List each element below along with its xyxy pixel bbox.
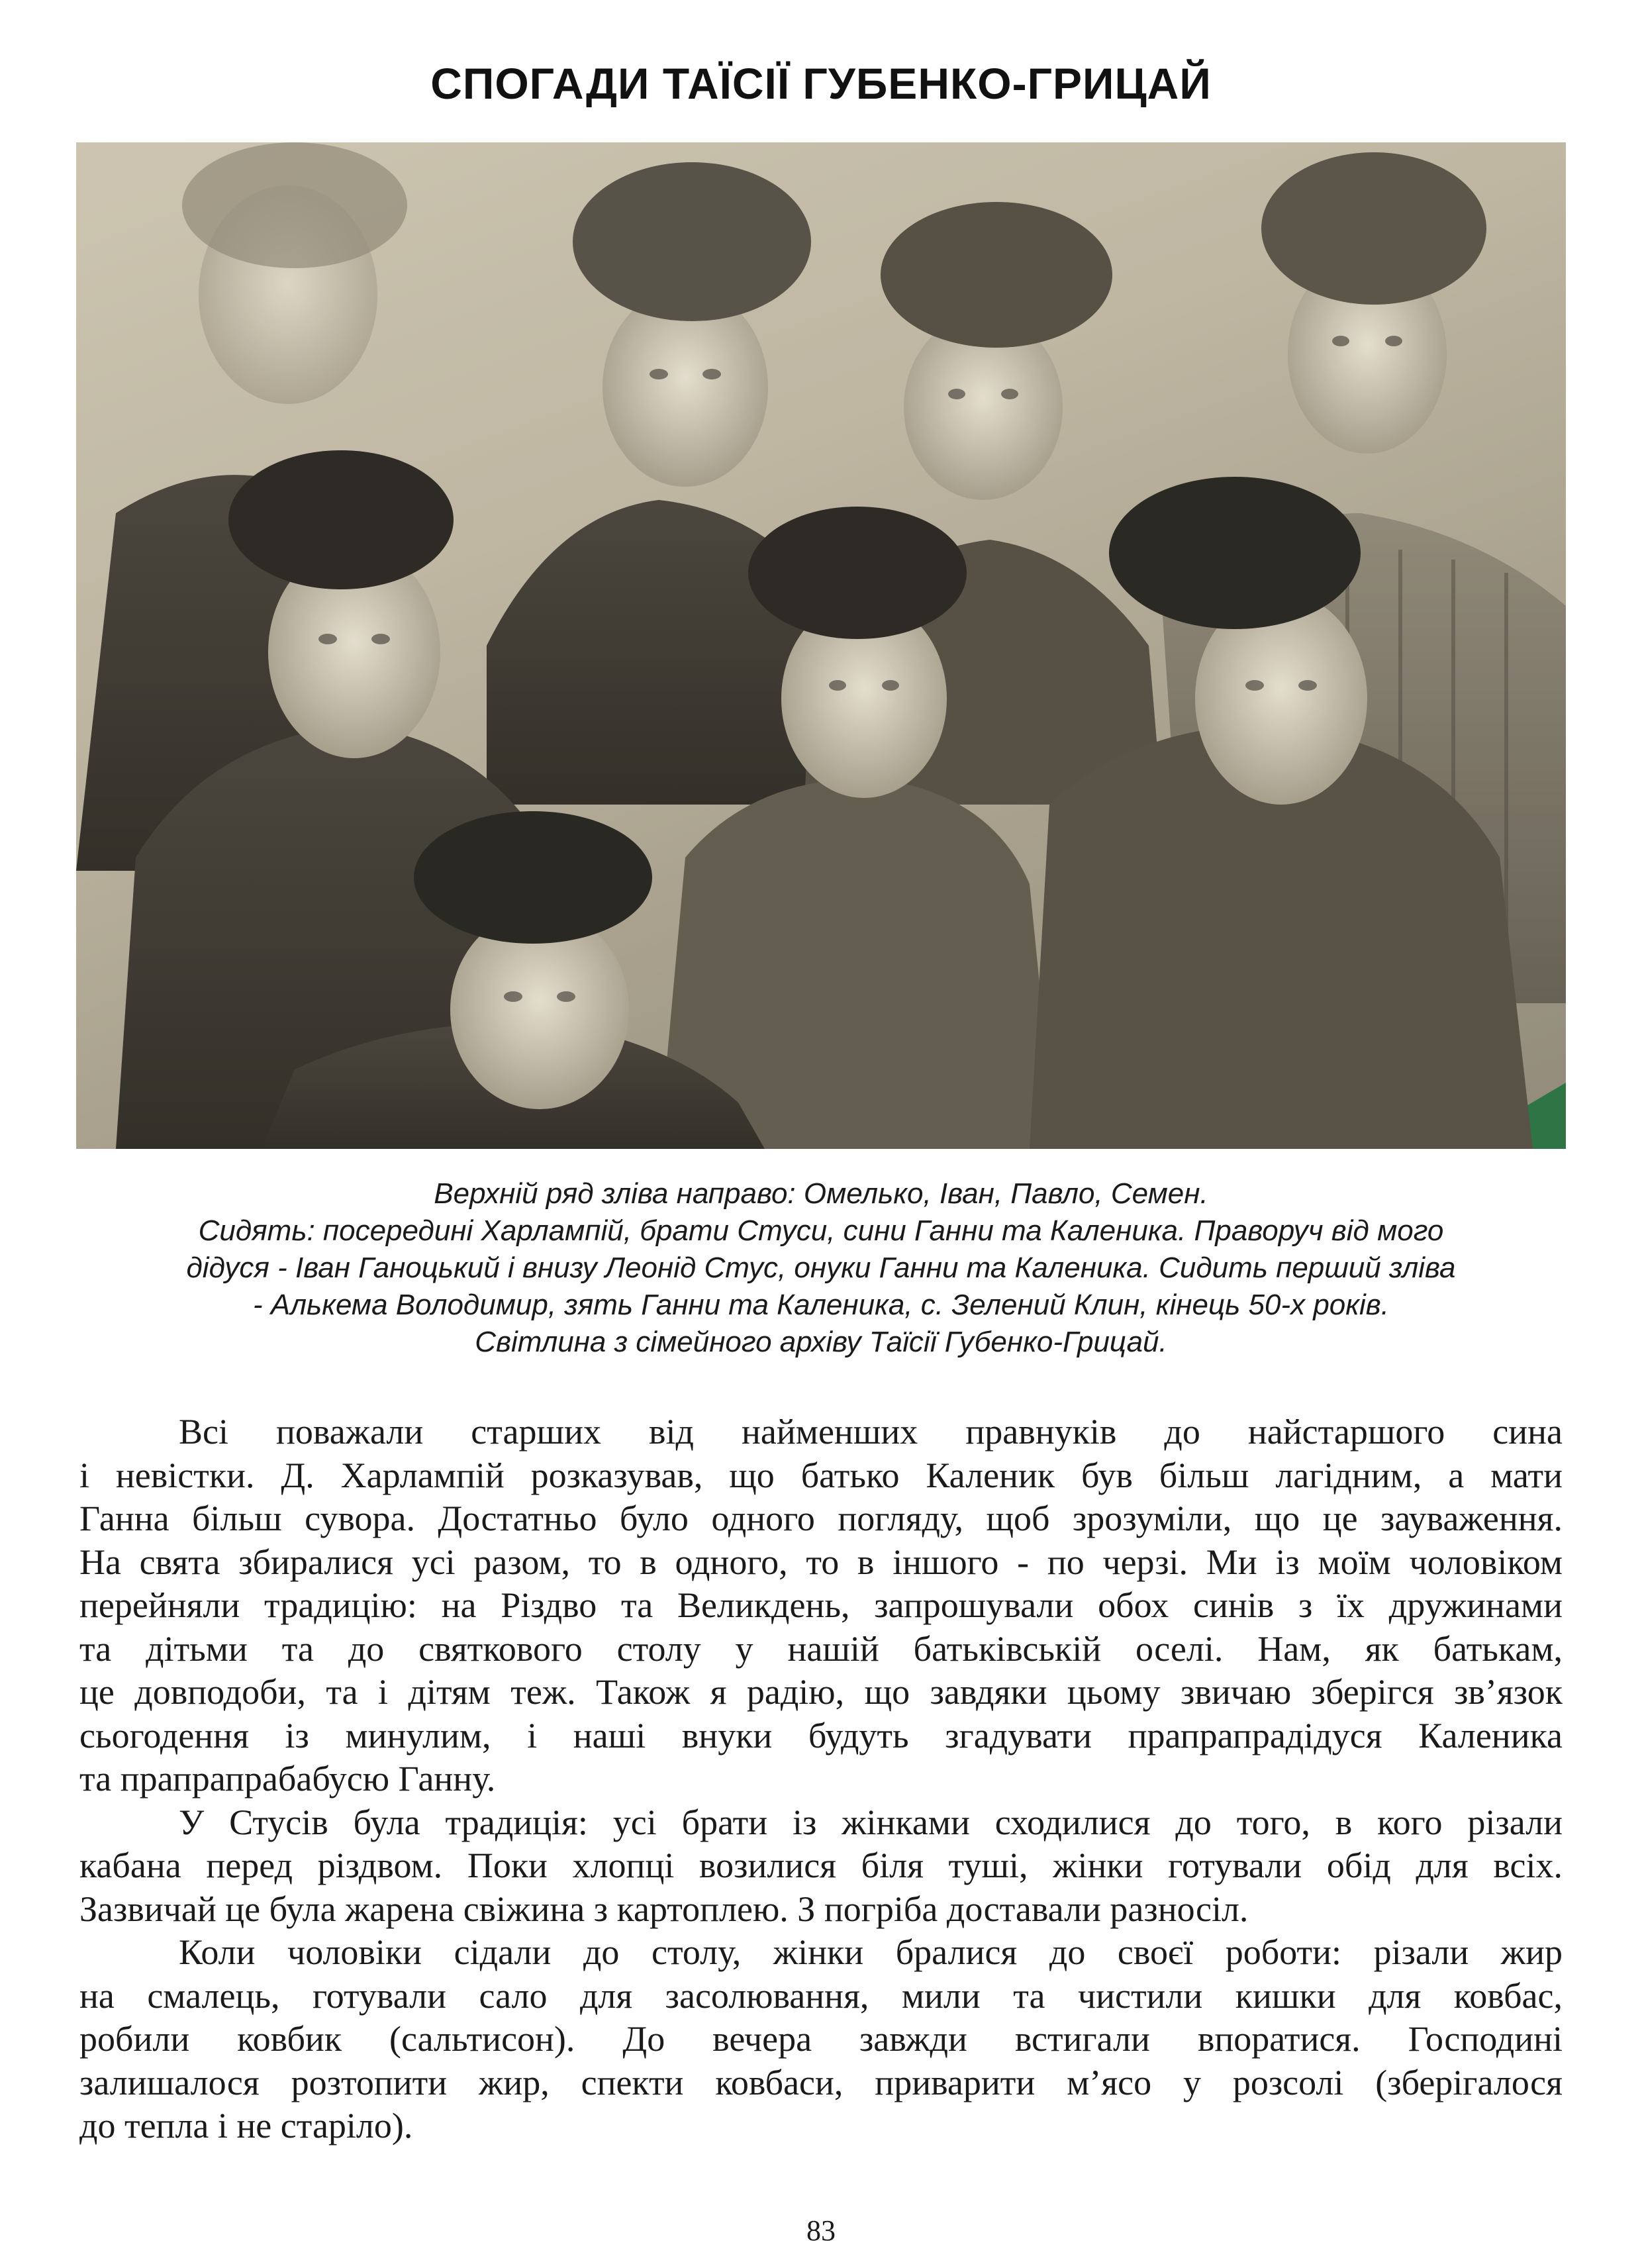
text-line: Ганна більш сувора. Достатньо було одного погляду, щоб зрозуміли, що це зауваження. — [79, 1499, 1563, 1538]
text-line: це довподоби, та і дітям теж. Також я радію, що завдяки цьому звичаю зберігся зв’язок — [79, 1672, 1563, 1712]
page-title: СПОГАДИ ТАЇСІЇ ГУБЕНКО-ГРИЦАЙ — [430, 59, 1212, 108]
text-line: Коли чоловіки сідали до столу, жінки бралися до своєї роботи: різали жир — [179, 1932, 1563, 1972]
caption-line: Світлина з сімейного архіву Таїсії Губенко-Грицай. — [475, 1326, 1167, 1358]
text-line: сьогодення із минулим, і наші внуки будуть згадувати прапрапрадідуся Каленика — [79, 1715, 1563, 1755]
text-line: кабана перед різдвом. Поки хлопці возилися біля туші, жінки готували обід для всіх. — [79, 1846, 1563, 1885]
caption-line: дідуся - Іван Ганоцький і внизу Леонід Стус, онуки Ганни та Каленика. Сидить перший зліва — [186, 1252, 1456, 1284]
text-line: перейняли традицію: на Різдво та Великдень, запрошували обох синів з їх дружинами — [79, 1585, 1563, 1625]
caption-line: Верхній ряд зліва направо: Омелько, Іван, Павло, Семен. — [434, 1177, 1208, 1210]
caption-line: - Алькема Володимир, зять Ганни та Каленика, с. Зелений Клин, кінець 50-х років. — [253, 1289, 1389, 1321]
photo-caption — [93, 1175, 1549, 1361]
text-line: У Стусів була традиція: усі брати із жінками сходилися до того, в кого різали — [179, 1802, 1563, 1842]
text-line: на смалець, готували сало для засолювання, мили та чистили кишки для ковбас, — [79, 1975, 1563, 2016]
body-text — [79, 1410, 1563, 2148]
text-line: робили ковбик (сальтисон). До вечера завжди встигали впоратися. Господині — [79, 2019, 1563, 2059]
text-line: Всі поважали старших від найменших правнуків до найстаршого сина — [179, 1412, 1563, 1452]
text-line: і невістки. Д. Харлампій розказував, що батько Каленик був більш лагідним, а мати — [79, 1455, 1563, 1495]
caption-line: Сидять: посередині Харлампій, брати Стуси, сини Ганни та Каленика. Праворуч від мого — [198, 1214, 1444, 1247]
text-line: Зазвичай це була жарена свіжина з картоплею. З погріба доставали разносіл. — [79, 1889, 1249, 1929]
text-line: На свята збиралися усі разом, то в одного, то в іншого - по черзі. Ми із моїм чоловіком — [79, 1542, 1563, 1582]
text-line: до тепла і не старіло). — [79, 2106, 413, 2145]
historical-group-photo — [76, 142, 1566, 1149]
text-line: залишалося розтопити жир, спекти ковбаси, приварити м’ясо у розсолі (зберігалося — [79, 2062, 1563, 2102]
text-line: та дітьми та до святкового столу у нашій батьківській оселі. Нам, як батькам, — [79, 1628, 1563, 1669]
text-line: та прапрапрабабусю Ганну. — [79, 1759, 496, 1799]
page-number: 83 — [806, 2214, 836, 2247]
